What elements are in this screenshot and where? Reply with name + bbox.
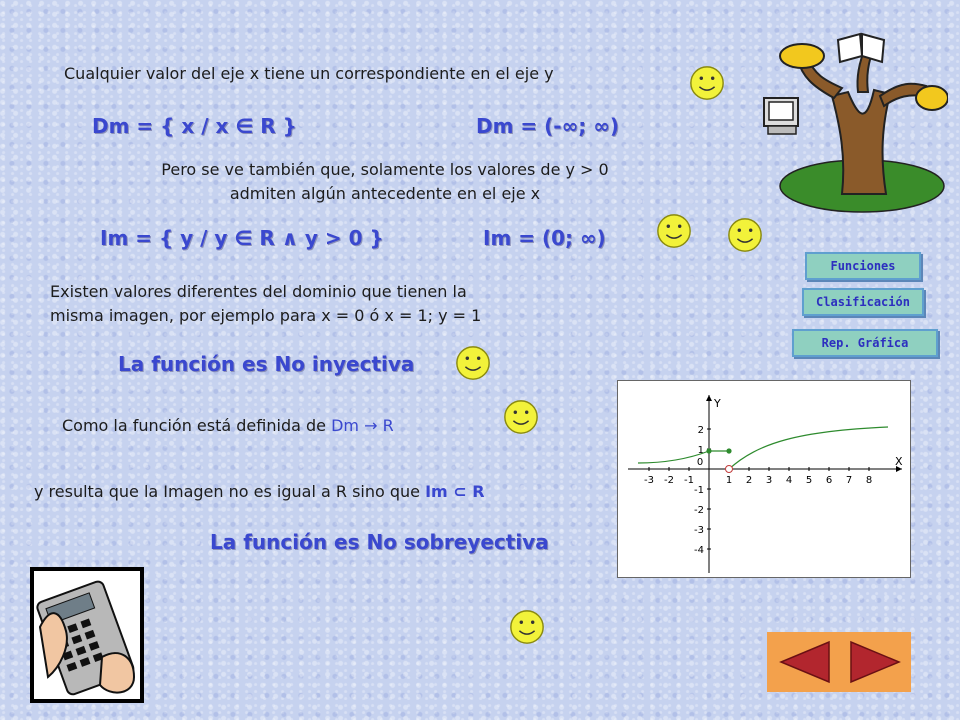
image-interval: Im = (0; ∞) <box>483 226 606 250</box>
y-axis-arrow-icon <box>706 395 712 401</box>
x-tick-label: 8 <box>865 475 873 486</box>
example-text-2: misma imagen, por ejemplo para x = 0 ó x = 1; y = 1 <box>50 306 482 325</box>
calculator-illustration <box>30 567 144 703</box>
image-subset-text <box>34 482 485 501</box>
open-point-x1 <box>726 466 733 473</box>
smiley-icon <box>502 398 540 436</box>
smiley-icon <box>454 344 492 382</box>
graph-canvas <box>618 381 910 577</box>
x-axis-label: X <box>895 455 903 468</box>
x-tick-label: 6 <box>825 475 833 486</box>
y-tick-label: -4 <box>694 545 704 556</box>
curve-right-segment <box>729 427 888 469</box>
clasificacion-button[interactable]: Clasificación <box>802 288 924 316</box>
definition-mapping: Dm → R <box>331 416 394 435</box>
x-tick-label: 7 <box>845 475 853 486</box>
y-axis-label: Y <box>714 397 721 410</box>
x-tick-label: 0 <box>696 457 704 468</box>
y-tick-labels <box>694 425 711 556</box>
image-subset-prefix: y resulta que la Imagen no es igual a R sino que <box>34 482 426 501</box>
y-tick-label: -3 <box>694 525 704 536</box>
intro-text: Cualquier valor del eje x tiene un correspondiente en el eje y <box>64 64 554 83</box>
function-graph <box>617 380 911 578</box>
definition-text <box>62 416 394 435</box>
previous-arrow-icon[interactable] <box>775 638 835 686</box>
funciones-button[interactable]: Funciones <box>805 252 921 280</box>
rep-grafica-button[interactable]: Rep. Gráfica <box>792 329 938 357</box>
smiley-icon <box>508 608 546 646</box>
x-tick-labels <box>644 457 872 486</box>
closed-point-x0 <box>706 448 711 453</box>
no-sobreyectiva-title: La función es No sobreyectiva <box>210 530 549 554</box>
smiley-icon <box>655 212 693 250</box>
image-subset-expr: Im ⊂ R <box>425 482 485 501</box>
x-tick-label: 5 <box>805 475 813 486</box>
x-tick-label: 3 <box>765 475 773 486</box>
next-arrow-icon[interactable] <box>845 638 905 686</box>
x-tick-label: -1 <box>684 475 694 486</box>
smiley-icon <box>726 216 764 254</box>
no-inyectiva-title: La función es No inyectiva <box>118 352 415 376</box>
range-text-1: Pero se ve también que, solamente los valores de y > 0 <box>161 160 609 179</box>
y-tick-label: 1 <box>697 445 704 456</box>
image-set: Im = { y / y ∈ R ∧ y > 0 } <box>100 226 384 250</box>
smiley-icon <box>688 64 726 102</box>
y-tick-label: -1 <box>694 485 704 496</box>
example-text-1: Existen valores diferentes del dominio que tienen la <box>50 282 467 301</box>
y-tick-label: -2 <box>694 505 704 516</box>
x-tick-label: -2 <box>664 475 674 486</box>
x-tick-label: 2 <box>745 475 753 486</box>
closed-point-x1 <box>726 448 731 453</box>
curve-left-segment <box>638 451 729 463</box>
x-tick-label: 4 <box>785 475 793 486</box>
navigation-panel <box>767 632 911 692</box>
x-tick-label: -3 <box>644 475 654 486</box>
definition-prefix: Como la función está definida de <box>62 416 332 435</box>
domain-interval: Dm = (-∞; ∞) <box>476 114 619 138</box>
tree-illustration <box>762 16 948 216</box>
y-tick-label: 2 <box>697 425 704 436</box>
domain-set: Dm = { x / x ∈ R } <box>92 114 297 138</box>
range-text-2: admiten algún antecedente en el eje x <box>229 184 541 203</box>
x-tick-label: 1 <box>725 475 733 486</box>
